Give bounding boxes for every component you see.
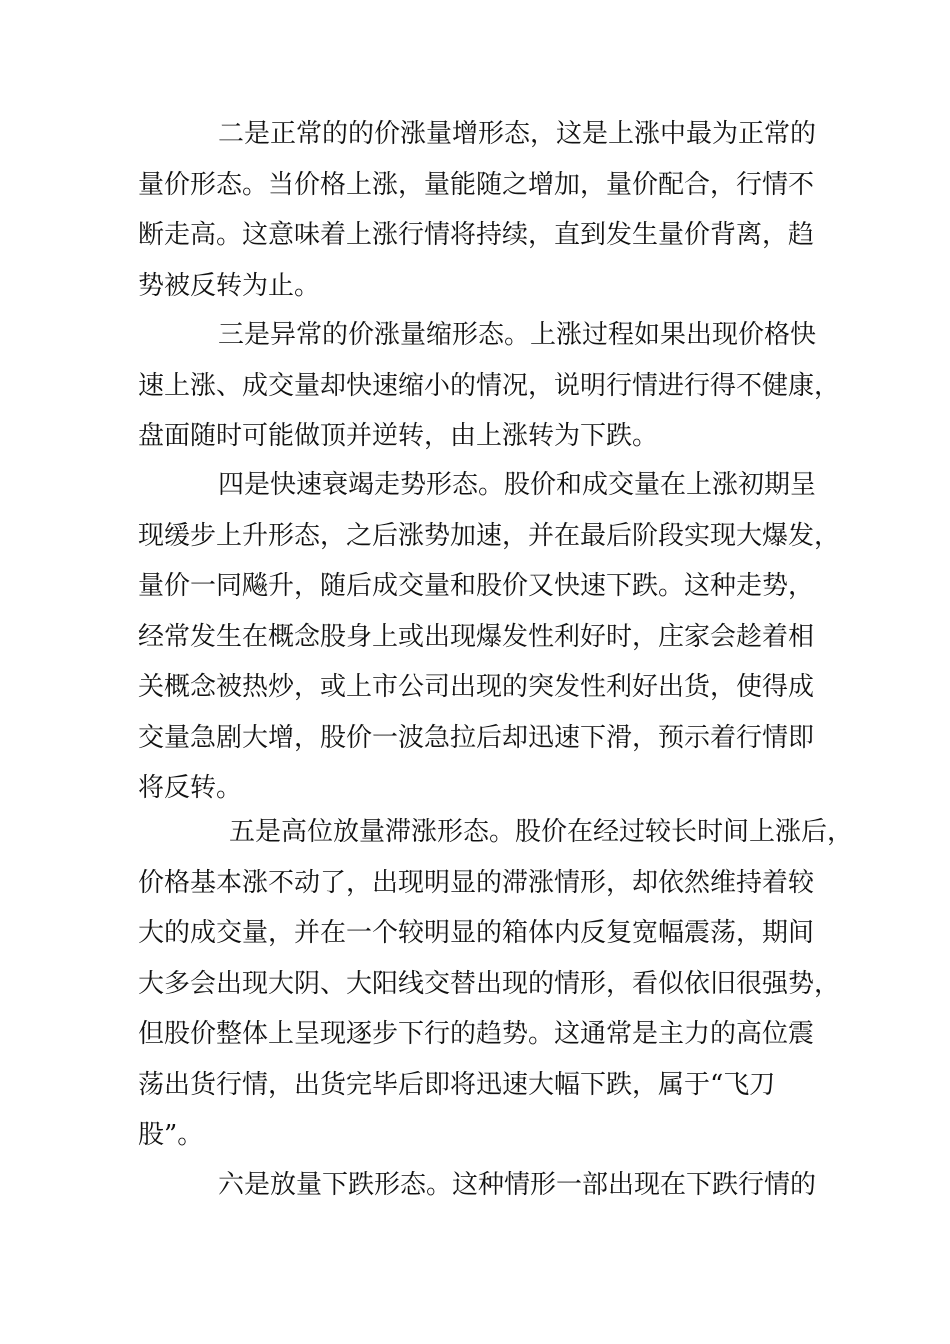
text-line: 速上涨、成交量却快速缩小的情况，说明行情进行得不健康， xyxy=(138,370,841,401)
text-line: 量价形态。当价格上涨，量能随之增加，量价配合，行情不 xyxy=(138,169,815,200)
text-line: 四是快速衰竭走势形态。股价和成交量在上涨初期呈 xyxy=(218,470,817,500)
text-line: 经常发生在概念股身上或出现爆发性利好时，庄家会趁着相 xyxy=(138,621,815,652)
text-line: 二是正常的的价涨量增形态，这是上涨中最为正常的 xyxy=(218,119,817,149)
text-line: 大多会出现大阴、大阳线交替出现的情形，看似依旧很强势， xyxy=(138,968,841,999)
text-line: 将反转。 xyxy=(138,773,243,803)
text-line: 现缓步上升形态，之后涨势加速，并在最后阶段实现大爆发， xyxy=(138,520,841,551)
text-line: 势被反转为止。 xyxy=(138,270,321,301)
text-line: 大的成交量，并在一个较明显的箱体内反复宽幅震荡，期间 xyxy=(138,918,815,948)
paragraph-6 xyxy=(138,1160,838,1211)
paragraph-4 xyxy=(138,460,841,814)
text-line: 关概念被热炒，或上市公司出现的突发性利好出货，使得成 xyxy=(138,672,815,702)
text-line: 五是高位放量滞涨形态。股价在经过较长时间上涨后， xyxy=(229,817,854,847)
text-line: 荡出货行情，出货完毕后即将迅速大幅下跌，属于“飞刀 xyxy=(138,1069,776,1100)
text-line: 六是放量下跌形态。这种情形一部出现在下跌行情的 xyxy=(218,1170,817,1200)
text-line: 交量急剧大增，股价一波急拉后却迅速下滑，预示着行情即 xyxy=(138,722,815,753)
paragraph-3 xyxy=(138,310,841,462)
text-line: 但股价整体上呈现逐步下行的趋势。这通常是主力的高位震 xyxy=(138,1019,815,1049)
text-line: 价格基本涨不动了，出现明显的滞涨情形，却依然维持着较 xyxy=(138,867,815,898)
text-line: 断走高。这意味着上涨行情将持续，直到发生量价背离，趋 xyxy=(138,220,815,250)
text-line: 盘面随时可能做顶并逆转，由上涨转为下跌。 xyxy=(138,421,659,451)
text-line: 量价一同飚升，随后成交量和股价又快速下跌。这种走势， xyxy=(138,571,815,601)
paragraph-2 xyxy=(138,109,838,311)
text-line: 三是异常的价涨量缩形态。上涨过程如果出现价格快 xyxy=(218,320,817,350)
text-line: 股”。 xyxy=(138,1120,204,1150)
paragraph-5 xyxy=(138,807,854,1161)
